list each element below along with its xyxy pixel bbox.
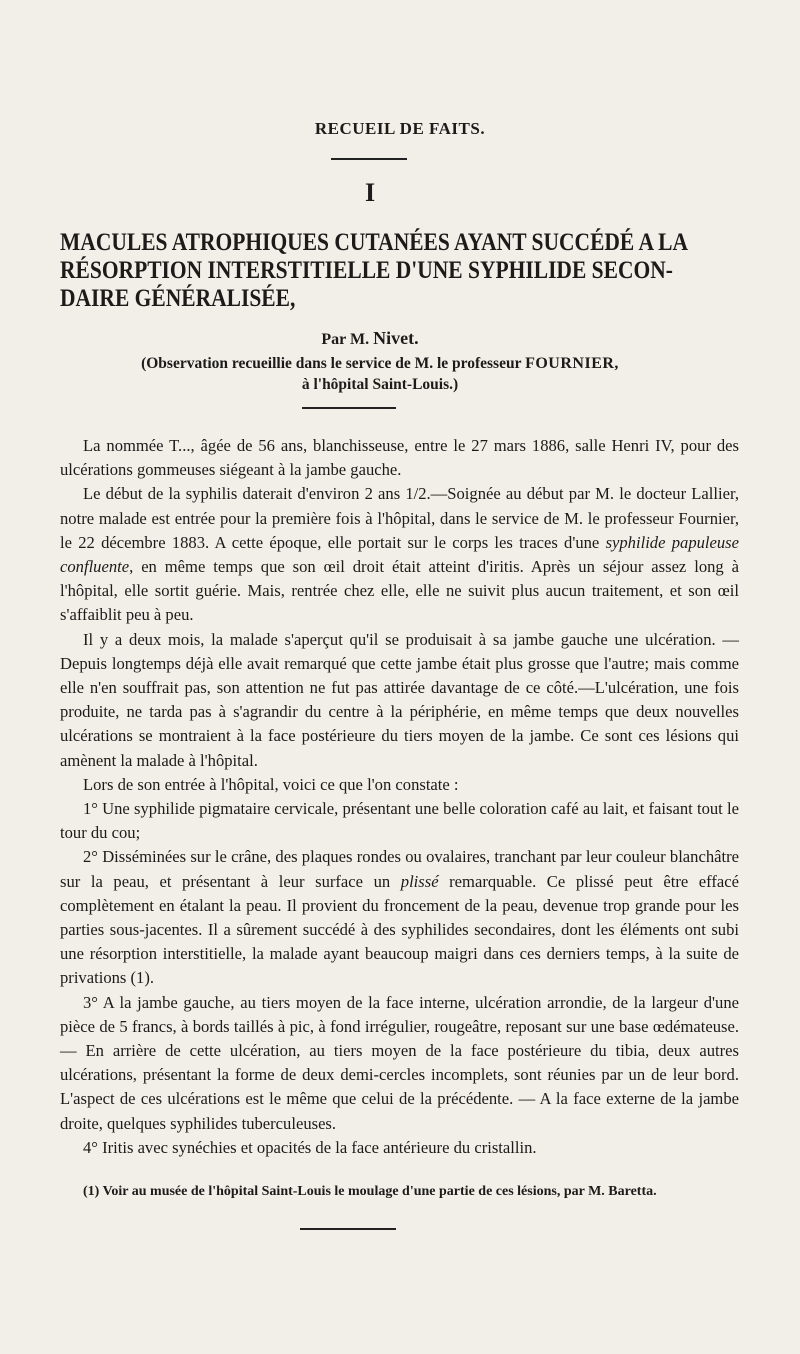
paragraph-1: La nommée T..., âgée de 56 ans, blanchisseuse, entre le 27 mars 1886, salle Henri IV, pour des ulcérations gommeuses siégeant à la jambe gauche. <box>60 436 739 480</box>
professor-name: FOURNIER, <box>525 355 619 372</box>
paragraph-8: 4° Iritis avec synéchies et opacités de la face antérieure du cristallin. <box>83 1137 537 1157</box>
paragraph-6 <box>60 845 739 990</box>
paragraph-4: Lors de son entrée à l'hôpital, voici ce que l'on constate : <box>83 774 459 794</box>
observation-note <box>80 353 680 395</box>
article-title <box>60 229 748 313</box>
author-prefix: Par M. <box>321 331 370 348</box>
paragraph-7: 3° A la jambe gauche, au tiers moyen de la face interne, ulcération arrondie, de la largeur d'une pièce de 5 francs, à bords taillés à pic, à fond irrégulier, rougeâtre, reposant sur une base œdémateuse. — En arrière de cette ulcération, au tiers moyen de la face postérieure du tibia, deux autres ulcérations, présentant la forme de deux demi-cercles incomplets, sont réunies par un de leur bord. L'aspect de ces ulcérations est le même que celui de la précédente. — A la face externe de la jambe droite, quelques syphilides tuberculeuses. <box>60 992 739 1133</box>
author-name: Nivet. <box>373 328 419 348</box>
paragraph-2-text-b: , en même temps que son œil droit était atteint d'iritis. Après un séjour assez long à l'hôpital, elle sortit guérie. Mais, rentrée chez elle, elle ne suivit plus aucun traitement, et son œil s'affaiblit peu à peu. <box>60 557 739 625</box>
middle-divider <box>302 407 396 409</box>
paragraph-6-text-b: remarquable. Ce plissé peut être effacé complètement en étalant la peau. Il provient du froncement de la peau, devenue trop grande pour les parties sous-jacentes. Il a sûrement succédé à des syphilides secondaires, dont les éléments ont subi une résorption interstitielle, la malade ayant beaucoup maigri dans ces derniers temps, à la suite de privations (1). <box>60 871 739 988</box>
title-line-3: DAIRE GÉNÉRALISÉE, <box>60 285 296 312</box>
section-number: I <box>364 178 376 207</box>
top-divider <box>331 158 407 160</box>
author-line <box>0 328 740 349</box>
title-line-1: MACULES ATROPHIQUES CUTANÉES AYANT SUCCÉDÉ A LA <box>60 229 689 256</box>
paragraph-2-text-a: Le début de la syphilis daterait d'environ 2 ans 1/2.—Soignée au début par M. le docteur Lallier, notre malade est entrée pour la première fois à l'hôpital, dans le service de M. le professeur Fournier, le 22 décembre 1883. A cette époque, elle portait sur le corps les traces d'une <box>60 484 739 552</box>
paragraph-2 <box>60 482 739 627</box>
footnote: (1) Voir au musée de l'hôpital Saint-Louis le moulage d'une partie de ces lésions, par M. Baretta. <box>83 1184 657 1199</box>
observation-line-2: à l'hôpital Saint-Louis.) <box>301 376 459 393</box>
observation-line-1: (Observation recueillie dans le service de M. le professeur <box>141 355 522 372</box>
article-body <box>60 434 739 1160</box>
bottom-divider <box>300 1228 396 1230</box>
paragraph-3: Il y a deux mois, la malade s'aperçut qu'il se produisait à sa jambe gauche une ulcération. — Depuis longtemps déjà elle avait remarqué que cette jambe était plus grosse que l'autre; mais comme elle n'en souffrait pas, son attention ne fut pas attirée davantage de ce côté.—L'ulcération, une fois produite, ne tarda pas à s'agrandir du centre à la périphérie, en même temps que deux nouvelles ulcérations se montraient à la face postérieure du tiers moyen de la jambe. Ce sont ces lésions qui amènent la malade à l'hôpital. <box>60 629 739 770</box>
paragraph-6-italic: plissé <box>400 871 439 891</box>
running-head: RECUEIL DE FAITS. <box>314 119 486 138</box>
paragraph-6-text-a: 2° Disséminées sur le crâne, des plaques rondes ou ovalaires, tranchant par leur couleur blanchâtre sur la peau, et présentant à leur surface un <box>60 847 739 891</box>
paragraph-5: 1° Une syphilide pigmataire cervicale, présentant une belle coloration café au lait, et faisant tout le tour du cou; <box>60 799 739 843</box>
paragraph-2-italic: syphilide papuleuse confluente <box>60 532 740 577</box>
title-line-2: RÉSORPTION INTERSTITIELLE D'UNE SYPHILIDE SECON- <box>60 257 673 284</box>
